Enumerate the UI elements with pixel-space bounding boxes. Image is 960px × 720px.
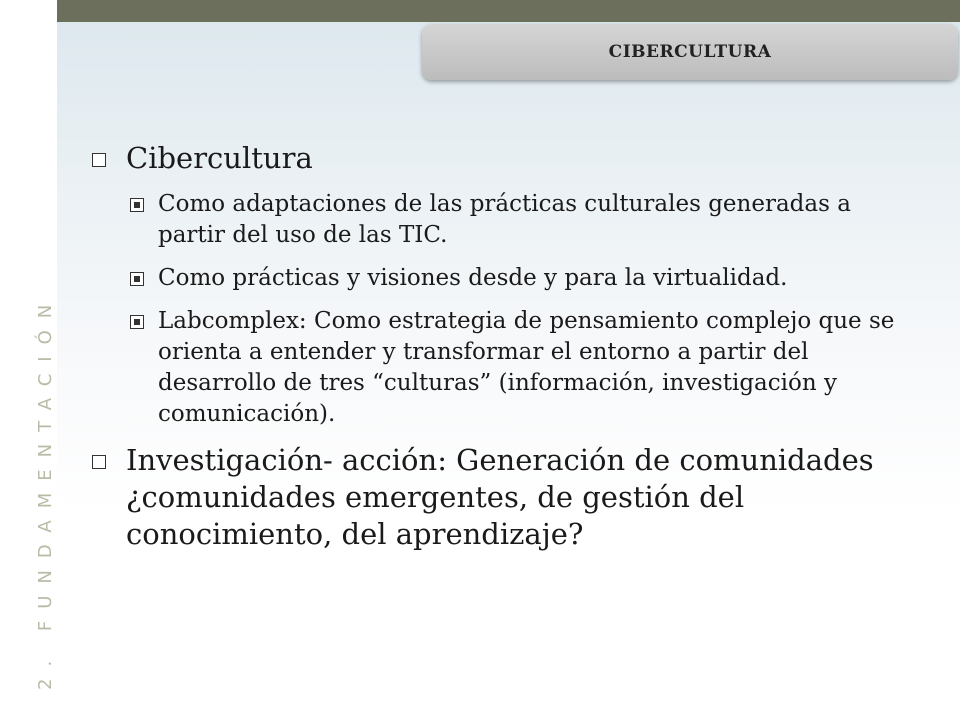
sub-bullet-text: Como adaptaciones de las prácticas culturales generadas a partir del uso de las TIC. [158,191,851,248]
filled-square-bullet-icon [130,198,144,212]
sub-bullet-text: Como prácticas y visiones desde y para la virtualidad. [158,265,788,291]
square-bullet-icon [92,455,106,469]
tab-title: CIBERCULTURA [608,42,772,62]
sub-bullet-text: Labcomplex: Como estrategia de pensamiento complejo que se orienta a entender y transformar el entorno a partir del desarrollo de tres “culturas” (información, investigación y comunicación). [158,308,895,427]
vertical-section-label: 2. FUNDAMENTACIÓN [35,292,56,690]
sub-bullet-item [84,263,924,294]
sub-bullet-item [84,306,924,430]
bullet-text: Investigación- acción: Generación de comunidades ¿comunidades emergentes, de gestión del conocimiento, del aprendizaje? [126,443,874,551]
sub-bullet-item [84,189,924,251]
bullet-item [84,442,924,553]
filled-square-bullet-icon [130,315,144,329]
bullet-text: Cibercultura [126,141,313,175]
section-tab[interactable] [422,24,958,80]
slide-content [84,140,924,553]
bullet-item [84,140,924,177]
square-bullet-icon [92,153,106,167]
top-bar [57,0,960,22]
filled-square-bullet-icon [130,272,144,286]
